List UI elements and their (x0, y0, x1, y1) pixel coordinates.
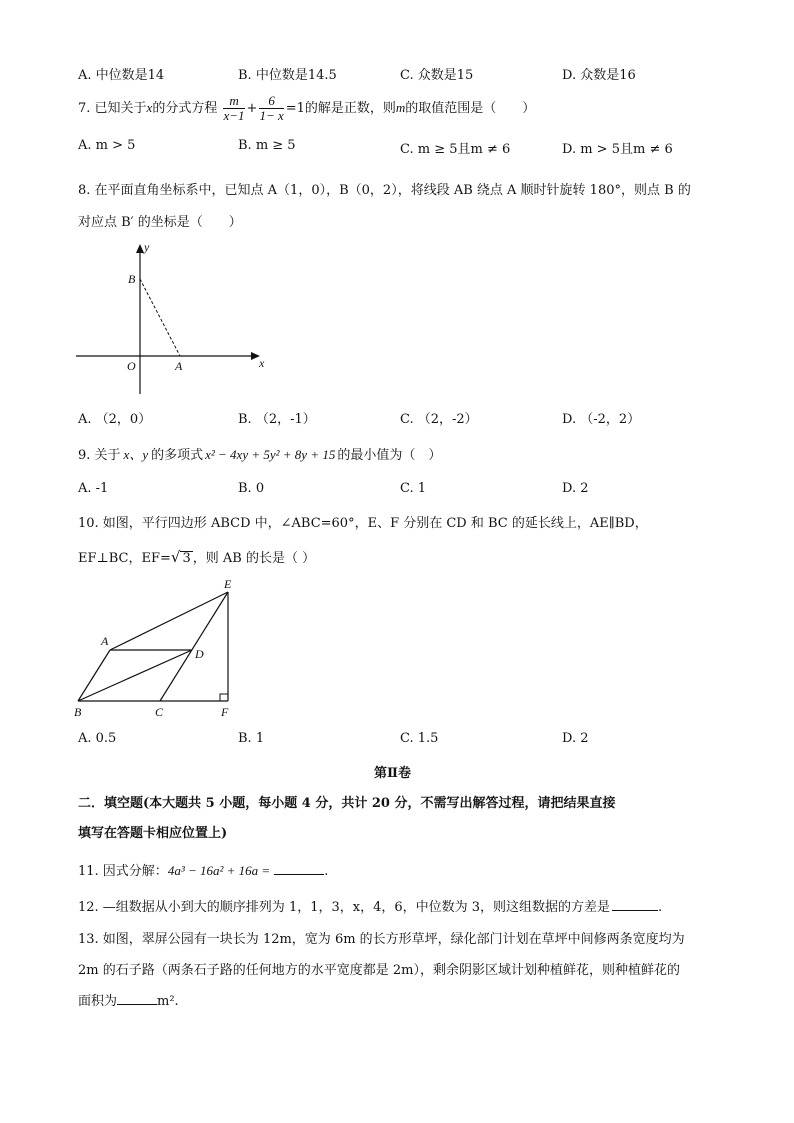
q7-option-c: C. m ≥ 5且m ≠ 6 (400, 142, 511, 157)
q10-label-f: F (221, 705, 229, 719)
q8-stem-line1: 8. 在平面直角坐标系中，已知点 A（1，0），B（0，2），将线段 AB 绕点 A 顺时针旋转 180°，则点 B 的 (78, 183, 691, 198)
q8-label-a: A (175, 359, 183, 373)
q9-mid: 的多项式 (151, 448, 204, 463)
q7-frac2-denominator: 1− x (259, 108, 284, 123)
q7-prefix: 7. 已知关于 (78, 101, 147, 116)
q10-right-angle-mark (220, 694, 228, 701)
q7-stem (78, 92, 535, 125)
q11-prefix: 11. 因式分解： (78, 864, 168, 879)
q7-option-d: D. m > 5且m ≠ 6 (562, 142, 673, 157)
q6-option-b: B. 中位数是14.5 (238, 68, 337, 83)
q7-suffix: 的取值范围是（ ） (405, 101, 536, 116)
q10-option-a: A. 0.5 (78, 731, 117, 746)
q7-fraction-1 (223, 94, 244, 123)
q7-fraction-2 (259, 94, 283, 123)
q10-label-c: C (155, 705, 164, 719)
q10-line2-suffix: ，则 AB 的长是（ ） (192, 551, 316, 566)
q13-stem-line1: 13. 如图，翠屏公园有一块长为 12m，宽为 6m 的长方形草坪，绿化部门计划在草坪中间修两条宽度均为 (78, 932, 685, 947)
q10-option-d: D. 2 (562, 731, 589, 746)
q7-var-m: m (395, 100, 406, 115)
q11-expression: 4a³ − 16a² + 16a = (167, 863, 271, 878)
q7-option-a: A. m > 5 (78, 138, 136, 153)
q12-stem (78, 896, 662, 915)
q13-stem-line3 (78, 990, 179, 1009)
q8-label-x: x (259, 356, 265, 370)
q10-radicand: 3 (182, 551, 191, 566)
q7-frac1-numerator: m (223, 94, 244, 109)
q10-label-a: A (101, 634, 109, 648)
q8-option-c: C. （2，-2） (400, 412, 478, 427)
q10-option-b: B. 1 (238, 731, 265, 746)
q13-line3-suffix: m². (157, 994, 179, 1009)
q9-stem (78, 444, 441, 463)
q7-mid: 的分式方程 (152, 101, 218, 116)
q6-option-c: C. 众数是15 (400, 68, 474, 83)
q10-label-d: D (195, 647, 204, 661)
q13-answer-blank (117, 992, 157, 1005)
q9-suffix: 的最小值为（ ） (337, 448, 442, 463)
q12-answer-blank (612, 898, 658, 911)
q7-var-x: x (146, 100, 153, 115)
q11-suffix: . (324, 864, 329, 879)
q10-line2-prefix: EF⊥BC，EF= (78, 551, 171, 566)
q7-equals: =1的解是正数，则 (285, 101, 396, 116)
q9-option-b: B. 0 (238, 481, 265, 496)
q13-line3-prefix: 面积为 (78, 994, 118, 1009)
q7-option-b: B. m ≥ 5 (238, 138, 296, 153)
q8-option-a: A. （2，0） (78, 412, 152, 427)
q9-vars: x、y (123, 447, 149, 462)
q10-stem-line1: 10. 如图，平行四边形 ABCD 中，∠ABC=60°，E、F 分别在 CD 和 BC 的延长线上，AE∥BD， (78, 516, 648, 531)
q8-option-d: D. （-2，2） (562, 412, 641, 427)
q13-stem-line2: 2m 的石子路（两条石子路的任何地方的水平宽度都是 2m），剩余阴影区域计划种植鲜花，则种植鲜花的 (78, 963, 680, 978)
q11-answer-blank (274, 862, 324, 875)
q10-option-c: C. 1.5 (400, 731, 439, 746)
part2-title: 第Ⅱ卷 (374, 766, 411, 781)
q7-plus: + (246, 101, 258, 116)
q10-stem-line2: EF⊥BC，EF=√ 3 ，则 AB 的长是（ ） (78, 548, 316, 566)
q8-segment-ab (140, 279, 180, 356)
q8-label-b: B (128, 272, 136, 286)
q9-prefix: 9. 关于 (78, 448, 121, 463)
q11-stem (78, 860, 328, 879)
q8-coordinate-figure (70, 236, 270, 398)
q8-y-axis-arrow (136, 244, 144, 253)
q10-label-b: B (74, 705, 82, 719)
q9-option-d: D. 2 (562, 481, 589, 496)
q10-label-e: E (224, 577, 232, 591)
q10-parallelogram-figure (70, 574, 250, 722)
q9-option-c: C. 1 (400, 481, 427, 496)
section2-heading-line1: 二．填空题(本大题共 5 小题，每小题 4 分，共计 20 分，不需写出解答过程，请把结果直接 (78, 796, 616, 811)
q8-stem-line2: 对应点 B′ 的坐标是（ ） (78, 215, 242, 230)
q6-option-d: D. 众数是16 (562, 68, 636, 83)
q10-line-bd (78, 650, 192, 701)
q9-option-a: A. -1 (78, 481, 109, 496)
q8-option-b: B. （2，-1） (238, 412, 316, 427)
q12-suffix: . (658, 900, 663, 915)
section2-heading-line2: 填写在答题卡相应位置上) (78, 826, 228, 841)
q9-polynomial: x² − 4xy + 5y² + 8y + 15 (205, 447, 336, 462)
q12-text: 12. —组数据从小到大的顺序排列为 1，1，3，x，4，6，中位数为 3，则这组数据的方差是 (78, 900, 611, 915)
q7-frac2-numerator: 6 (259, 94, 283, 109)
q7-frac1-denominator: x−1 (223, 108, 245, 123)
q8-label-o: O (127, 359, 136, 373)
q6-option-a: A. 中位数是14 (78, 68, 165, 83)
q8-label-y: y (144, 240, 150, 254)
